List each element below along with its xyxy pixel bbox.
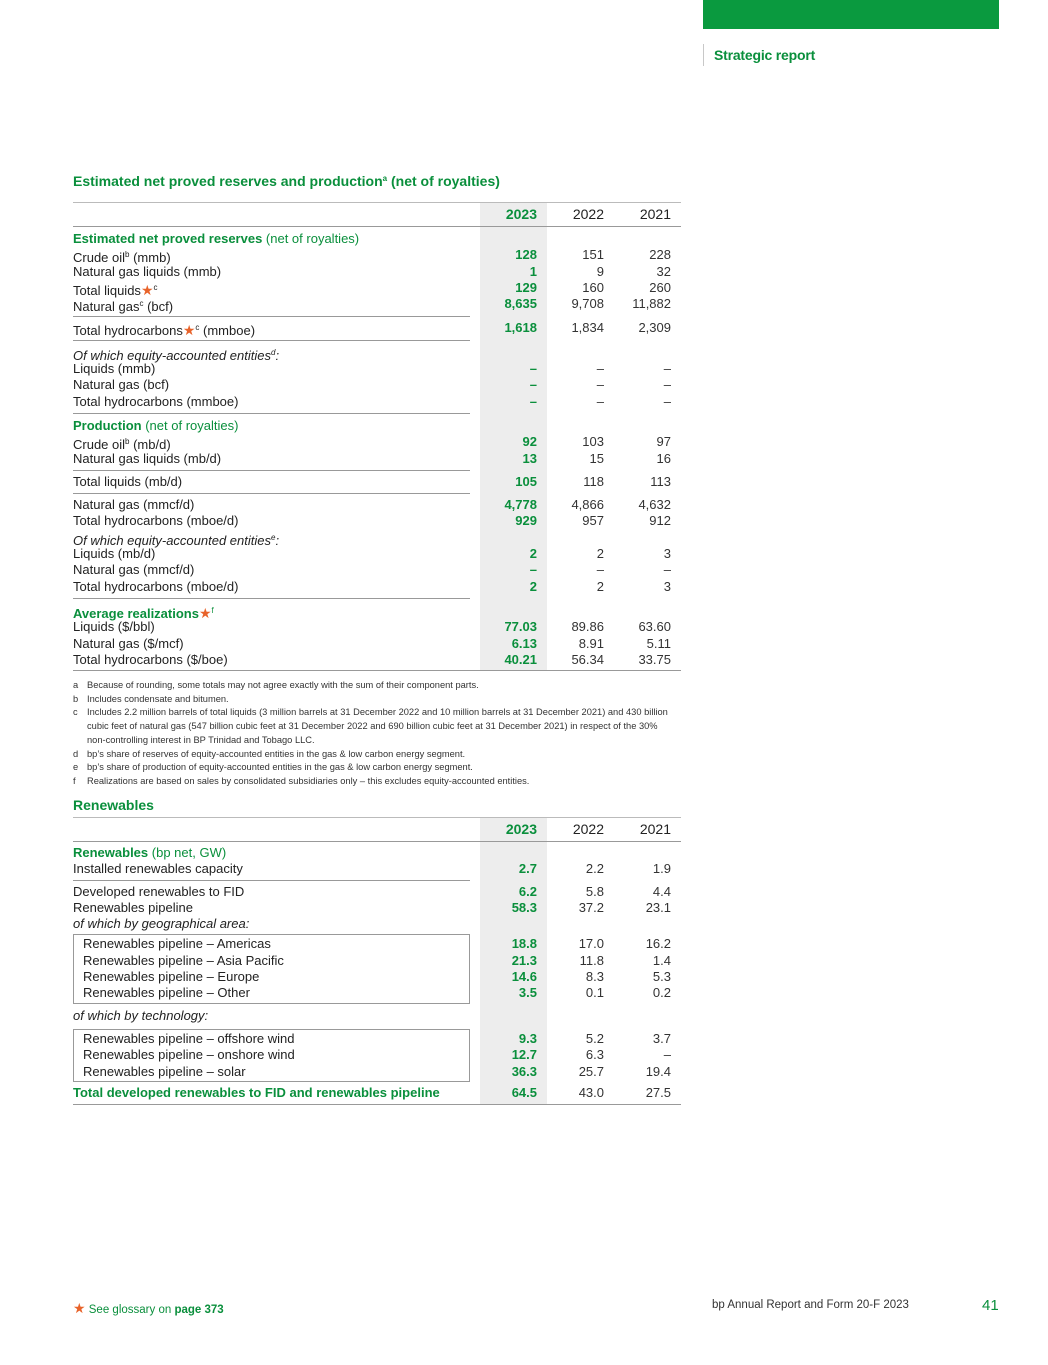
subgroup-heading: of which by technology:	[73, 1007, 209, 1023]
table-row: Natural gas (mmcf/d) 4,778 4,866 4,632	[73, 497, 671, 513]
table-row: Total liquids (mb/d) 105 118 113	[73, 473, 671, 489]
table-row: Renewables pipeline – solar 36.3 25.7 19.4	[83, 1063, 671, 1079]
table-row: Natural gas liquids (mb/d) 13 15 16	[73, 450, 671, 466]
technology-breakdown	[73, 1029, 681, 1082]
table-row: Natural gas (bcf) – – –	[73, 377, 671, 393]
year-2023: 2023	[505, 206, 537, 222]
reserves-table-header	[73, 202, 681, 227]
glossary-star-icon: ★	[198, 604, 212, 621]
table-row: Renewables pipeline 58.3 37.2 23.1	[73, 899, 671, 915]
subgroup-heading: of which by geographical area:	[73, 916, 250, 932]
table-row: Renewables pipeline – Europe 14.6 8.3 5.3	[83, 969, 671, 985]
table-row: Total hydrocarbons (mboe/d) 2 2 3	[73, 578, 671, 594]
table-row: Total hydrocarbons ($/boe) 40.21 56.34 33.75	[73, 651, 671, 667]
footnote: d bp’s share of reserves of equity-accounted entities in the gas & low carbon energy segment.	[73, 748, 466, 759]
table-row: Natural gas liquids (mmb) 1 9 32	[73, 263, 671, 279]
table-row: Natural gas$^c$ (bcf) 8,635 9,708 11,882	[73, 296, 671, 315]
footnote: b Includes condensate and bitumen.	[73, 693, 229, 704]
renewables-table	[73, 817, 681, 1105]
footnote: e bp’s share of production of equity-accounted entities in the gas & low carbon energy segment.	[73, 762, 473, 773]
subgroup-heading: Of which equity-accounted entities$^d$:	[73, 347, 280, 363]
table-row: Crude oil$^b$ (mb/d) 92 103 97	[73, 434, 671, 453]
year-2023: 2023	[505, 821, 537, 837]
reserves-table	[73, 202, 681, 671]
geographical-breakdown	[73, 934, 681, 1003]
reserves-table-title: Estimated net proved reserves and production$^a$ (net of royalties)	[73, 173, 500, 189]
table-row: Liquids ($/bbl) 77.03 89.86 63.60	[73, 619, 671, 635]
footnote: f Realizations are based on sales by consolidated subsidiaries only – this excludes equity-accounted entities.	[73, 775, 530, 786]
footnote: c Includes 2.2 million barrels of total liquids (3 million barrels at 31 December 2022 and 10 million barrels at 31 December 2021) and 430 billion cubic feet of natural gas (547 billion cubic feet at 31 December 2022 and 690 billion cubic feet at 31 December 2021) in respect of the 30% non-controlling interest in BP Trinidad and Tobago LLC.	[73, 707, 668, 745]
table-row: Total hydrocarbons★$^c$ (mmboe) 1,618 1,834 2,309	[73, 320, 671, 339]
report-name: bp Annual Report and Form 20-F 2023	[712, 1299, 909, 1311]
section-heading: Strategic report	[703, 44, 815, 66]
table-row: Natural gas (mmcf/d) – – –	[73, 562, 671, 578]
footnote: a Because of rounding, some totals may not agree exactly with the sum of their component parts.	[73, 680, 479, 690]
group-heading: Estimated net proved reserves (net of royalties)	[73, 231, 360, 246]
table-row: Renewables pipeline – offshore wind 9.3 5.2 3.7	[83, 1030, 671, 1046]
table-row: Developed renewables to FID 6.2 5.8 4.4	[73, 883, 671, 899]
table-row: Liquids (mb/d) 2 2 3	[73, 546, 671, 562]
total-row: Total developed renewables to FID and renewables pipeline 64.5 43.0 27.5	[73, 1084, 671, 1100]
glossary-star-icon: ★	[140, 281, 154, 298]
glossary-star-icon: ★	[182, 322, 196, 339]
page-number: 41	[982, 1297, 999, 1314]
table-row: Total liquids★$^c$ 129 160 260	[73, 279, 671, 298]
subgroup-heading: Of which equity-accounted entities$^e$:	[73, 532, 280, 548]
table-row: Renewables pipeline – onshore wind 12.7 6.3 –	[83, 1047, 671, 1063]
table-row: Renewables pipeline – Other 3.5 0.1 0.2	[83, 985, 671, 1001]
year-2021: 2021	[639, 206, 671, 222]
year-2021: 2021	[639, 821, 671, 837]
table-row: Renewables pipeline – Asia Pacific 21.3 11.8 1.4	[83, 952, 671, 968]
table-row: Total hydrocarbons (mboe/d) 929 957 912	[73, 513, 671, 529]
glossary-link[interactable]: ★ See glossary on page 373	[73, 1300, 224, 1316]
table-row: Installed renewables capacity 2.7 2.2 1.9	[73, 861, 671, 877]
group-heading: Renewables (bp net, GW)	[73, 845, 227, 860]
renewables-table-header	[73, 817, 681, 842]
year-2022: 2022	[572, 821, 604, 837]
glossary-star-icon: ★	[73, 1300, 86, 1316]
group-heading: Production (net of royalties)	[73, 417, 239, 433]
group-heading: Average realizations★$^f$	[73, 604, 214, 621]
table-row: Crude oil$^b$ (mmb) 128 151 228	[73, 247, 671, 266]
top-green-bar	[703, 0, 999, 29]
table-row: Renewables pipeline – Americas 18.8 17.0 16.2	[83, 936, 671, 952]
year-2022: 2022	[572, 206, 604, 222]
footnotes	[73, 679, 673, 789]
table-row: Total hydrocarbons (mmboe) – – –	[73, 393, 671, 409]
table-row: Liquids (mmb) – – –	[73, 361, 671, 377]
renewables-table-title: Renewables	[73, 797, 154, 813]
table-row: Natural gas ($/mcf) 6.13 8.91 5.11	[73, 635, 671, 651]
